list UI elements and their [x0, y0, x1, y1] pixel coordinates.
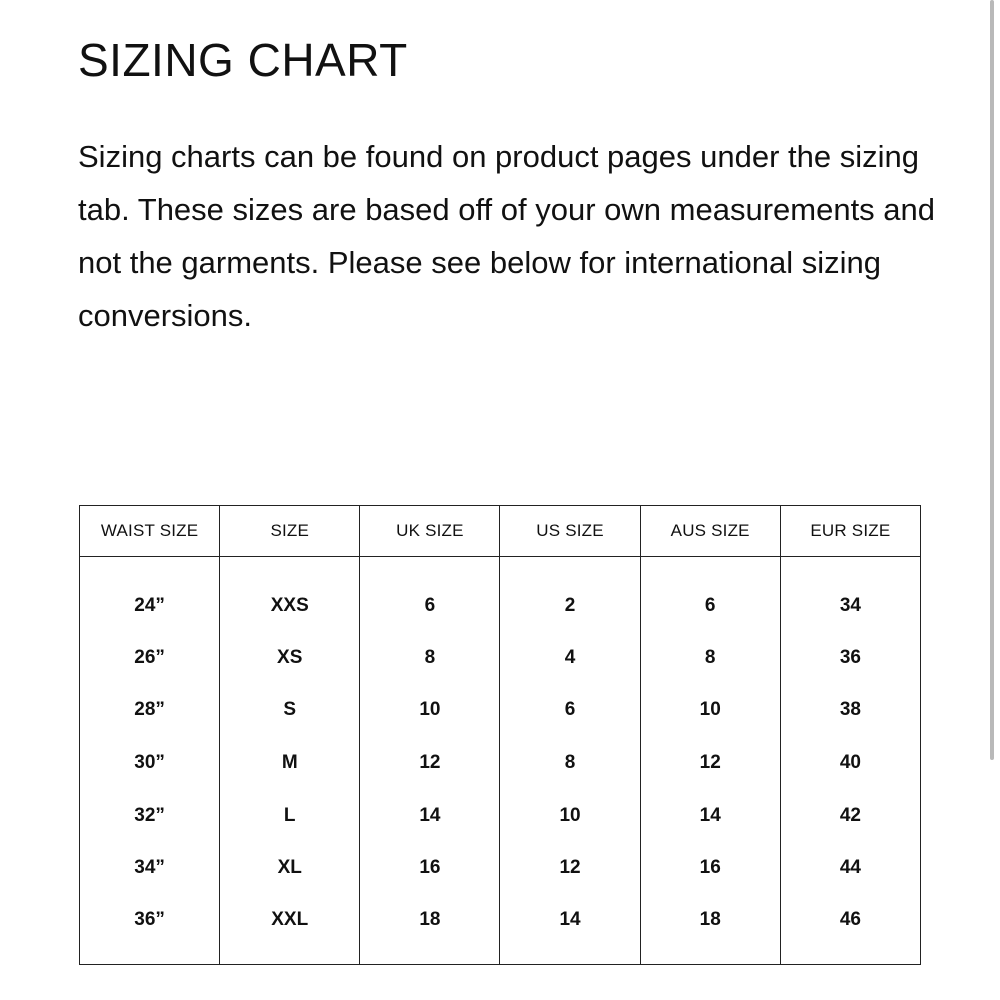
cell-uk-size: 8 — [360, 632, 500, 685]
cell-size: XS — [220, 632, 360, 685]
table-row — [80, 894, 921, 964]
cell-size: M — [220, 737, 360, 790]
header-eur-size: EUR SIZE — [780, 506, 920, 557]
cell-us-size: 14 — [500, 894, 640, 964]
cell-size: XXL — [220, 894, 360, 964]
table-row — [80, 684, 921, 737]
page-title: SIZING CHART — [78, 34, 408, 86]
cell-us-size: 2 — [500, 557, 640, 632]
cell-waist-size: 32” — [80, 789, 220, 842]
cell-us-size: 6 — [500, 684, 640, 737]
table-row — [80, 737, 921, 790]
cell-waist-size: 30” — [80, 737, 220, 790]
cell-size: XXS — [220, 557, 360, 632]
table-row — [80, 789, 921, 842]
cell-waist-size: 28” — [80, 684, 220, 737]
cell-uk-size: 10 — [360, 684, 500, 737]
cell-eur-size: 44 — [780, 842, 920, 895]
table-row — [80, 557, 921, 632]
cell-uk-size: 16 — [360, 842, 500, 895]
cell-waist-size: 36” — [80, 894, 220, 964]
cell-aus-size: 12 — [640, 737, 780, 790]
sizing-table — [79, 505, 921, 965]
cell-size: L — [220, 789, 360, 842]
header-aus-size: AUS SIZE — [640, 506, 780, 557]
table-row — [80, 842, 921, 895]
intro-paragraph: Sizing charts can be found on product pages under the sizing tab. These sizes are based off of your own measurements and not the garments. Please see below for international sizing conversions. — [78, 139, 936, 333]
cell-uk-size: 12 — [360, 737, 500, 790]
cell-aus-size: 18 — [640, 894, 780, 964]
header-size: SIZE — [220, 506, 360, 557]
cell-us-size: 12 — [500, 842, 640, 895]
cell-us-size: 8 — [500, 737, 640, 790]
cell-eur-size: 42 — [780, 789, 920, 842]
cell-aus-size: 10 — [640, 684, 780, 737]
cell-uk-size: 6 — [360, 557, 500, 632]
cell-waist-size: 34” — [80, 842, 220, 895]
cell-eur-size: 34 — [780, 557, 920, 632]
cell-us-size: 4 — [500, 632, 640, 685]
cell-uk-size: 18 — [360, 894, 500, 964]
cell-aus-size: 16 — [640, 842, 780, 895]
cell-eur-size: 40 — [780, 737, 920, 790]
cell-waist-size: 24” — [80, 557, 220, 632]
header-us-size: US SIZE — [500, 506, 640, 557]
cell-size: S — [220, 684, 360, 737]
table-header-row — [80, 506, 921, 557]
table-row — [80, 632, 921, 685]
cell-aus-size: 14 — [640, 789, 780, 842]
cell-eur-size: 46 — [780, 894, 920, 964]
header-waist-size: WAIST SIZE — [80, 506, 220, 557]
cell-eur-size: 36 — [780, 632, 920, 685]
cell-size: XL — [220, 842, 360, 895]
cell-aus-size: 8 — [640, 632, 780, 685]
cell-waist-size: 26” — [80, 632, 220, 685]
cell-uk-size: 14 — [360, 789, 500, 842]
cell-us-size: 10 — [500, 789, 640, 842]
scrollbar[interactable] — [990, 0, 994, 760]
cell-eur-size: 38 — [780, 684, 920, 737]
header-uk-size: UK SIZE — [360, 506, 500, 557]
cell-aus-size: 6 — [640, 557, 780, 632]
